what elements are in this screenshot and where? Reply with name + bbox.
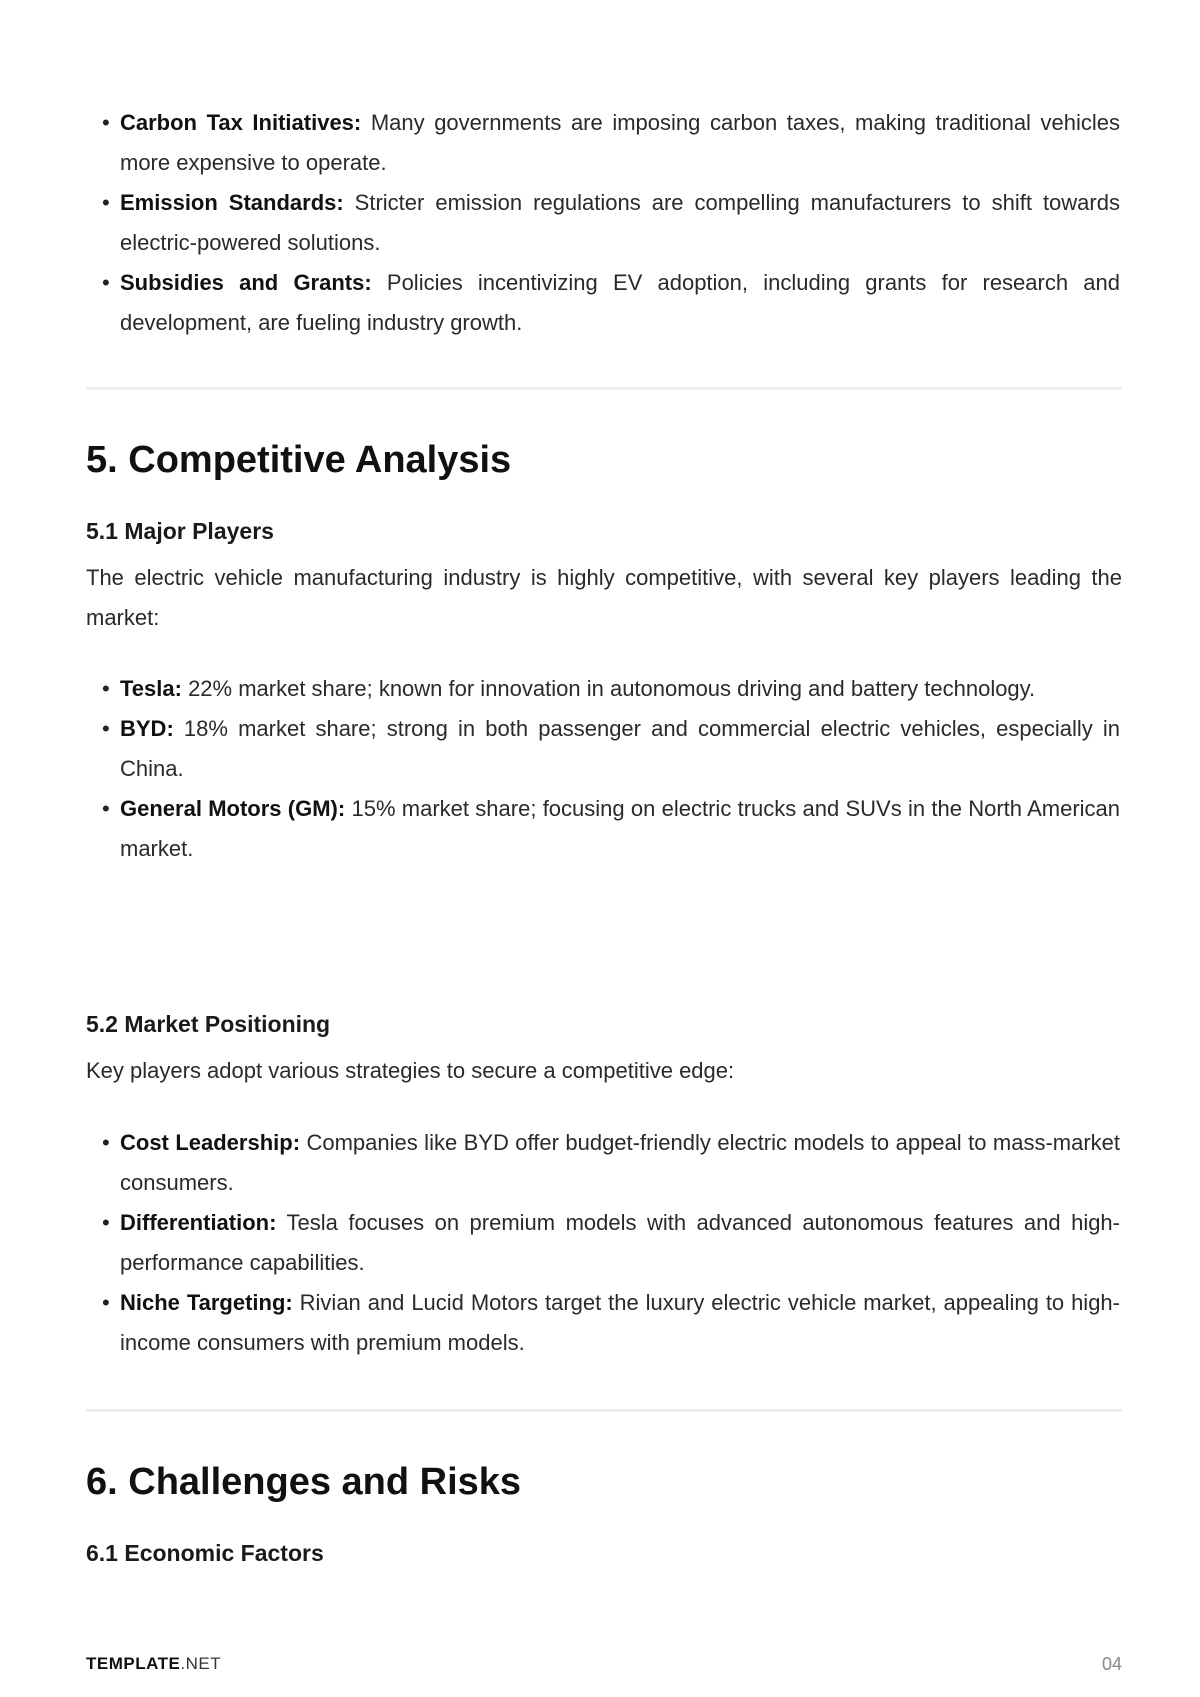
footer-brand-logo: TEMPLATE.NET — [86, 1654, 222, 1673]
page-footer — [86, 1654, 1122, 1674]
list-item: • Niche Targeting: Rivian and Lucid Motors target the luxury electric vehicle market, appealing to high-income consumers with premium models. — [120, 1283, 1120, 1363]
list-item: • Emission Standards: Stricter emission regulations are compelling manufacturers to shift towards electric-powered solutions. — [120, 183, 1120, 263]
major-players-list — [86, 669, 1120, 869]
list-item: • Subsidies and Grants: Policies incentivizing EV adoption, including grants for research and development, are fueling industry growth. — [120, 263, 1120, 343]
subsection-5-1-title: 5.1 Major Players — [86, 518, 274, 544]
list-item: • Carbon Tax Initiatives: Many governments are imposing carbon taxes, making traditional vehicles more expensive to operate. — [120, 103, 1120, 183]
market-positioning-list — [86, 1123, 1120, 1363]
subsection-6-1-title: 6.1 Economic Factors — [86, 1540, 324, 1566]
list-item: • Tesla: 22% market share; known for innovation in autonomous driving and battery technology. — [120, 669, 1120, 709]
section-divider — [86, 1409, 1122, 1412]
subsection-5-1-intro: The electric vehicle manufacturing industry is highly competitive, with several key players leading the market: — [86, 565, 1122, 630]
page-number: 04 — [1101, 1654, 1122, 1674]
policy-bullet-list — [86, 103, 1120, 343]
list-item: • Differentiation: Tesla focuses on premium models with advanced autonomous features and high-performance capabilities. — [120, 1203, 1120, 1283]
subsection-5-2-intro: Key players adopt various strategies to secure a competitive edge: — [86, 1058, 735, 1083]
section-5-title: 5. Competitive Analysis — [86, 439, 512, 481]
section-6-title: 6. Challenges and Risks — [86, 1461, 522, 1503]
list-item: • General Motors (GM): 15% market share; focusing on electric trucks and SUVs in the North American market. — [120, 789, 1120, 869]
subsection-5-2-title: 5.2 Market Positioning — [86, 1011, 331, 1037]
section-divider — [86, 387, 1122, 390]
list-item: • Cost Leadership: Companies like BYD offer budget-friendly electric models to appeal to mass-market consumers. — [120, 1123, 1120, 1203]
list-item: • BYD: 18% market share; strong in both passenger and commercial electric vehicles, especially in China. — [120, 709, 1120, 789]
